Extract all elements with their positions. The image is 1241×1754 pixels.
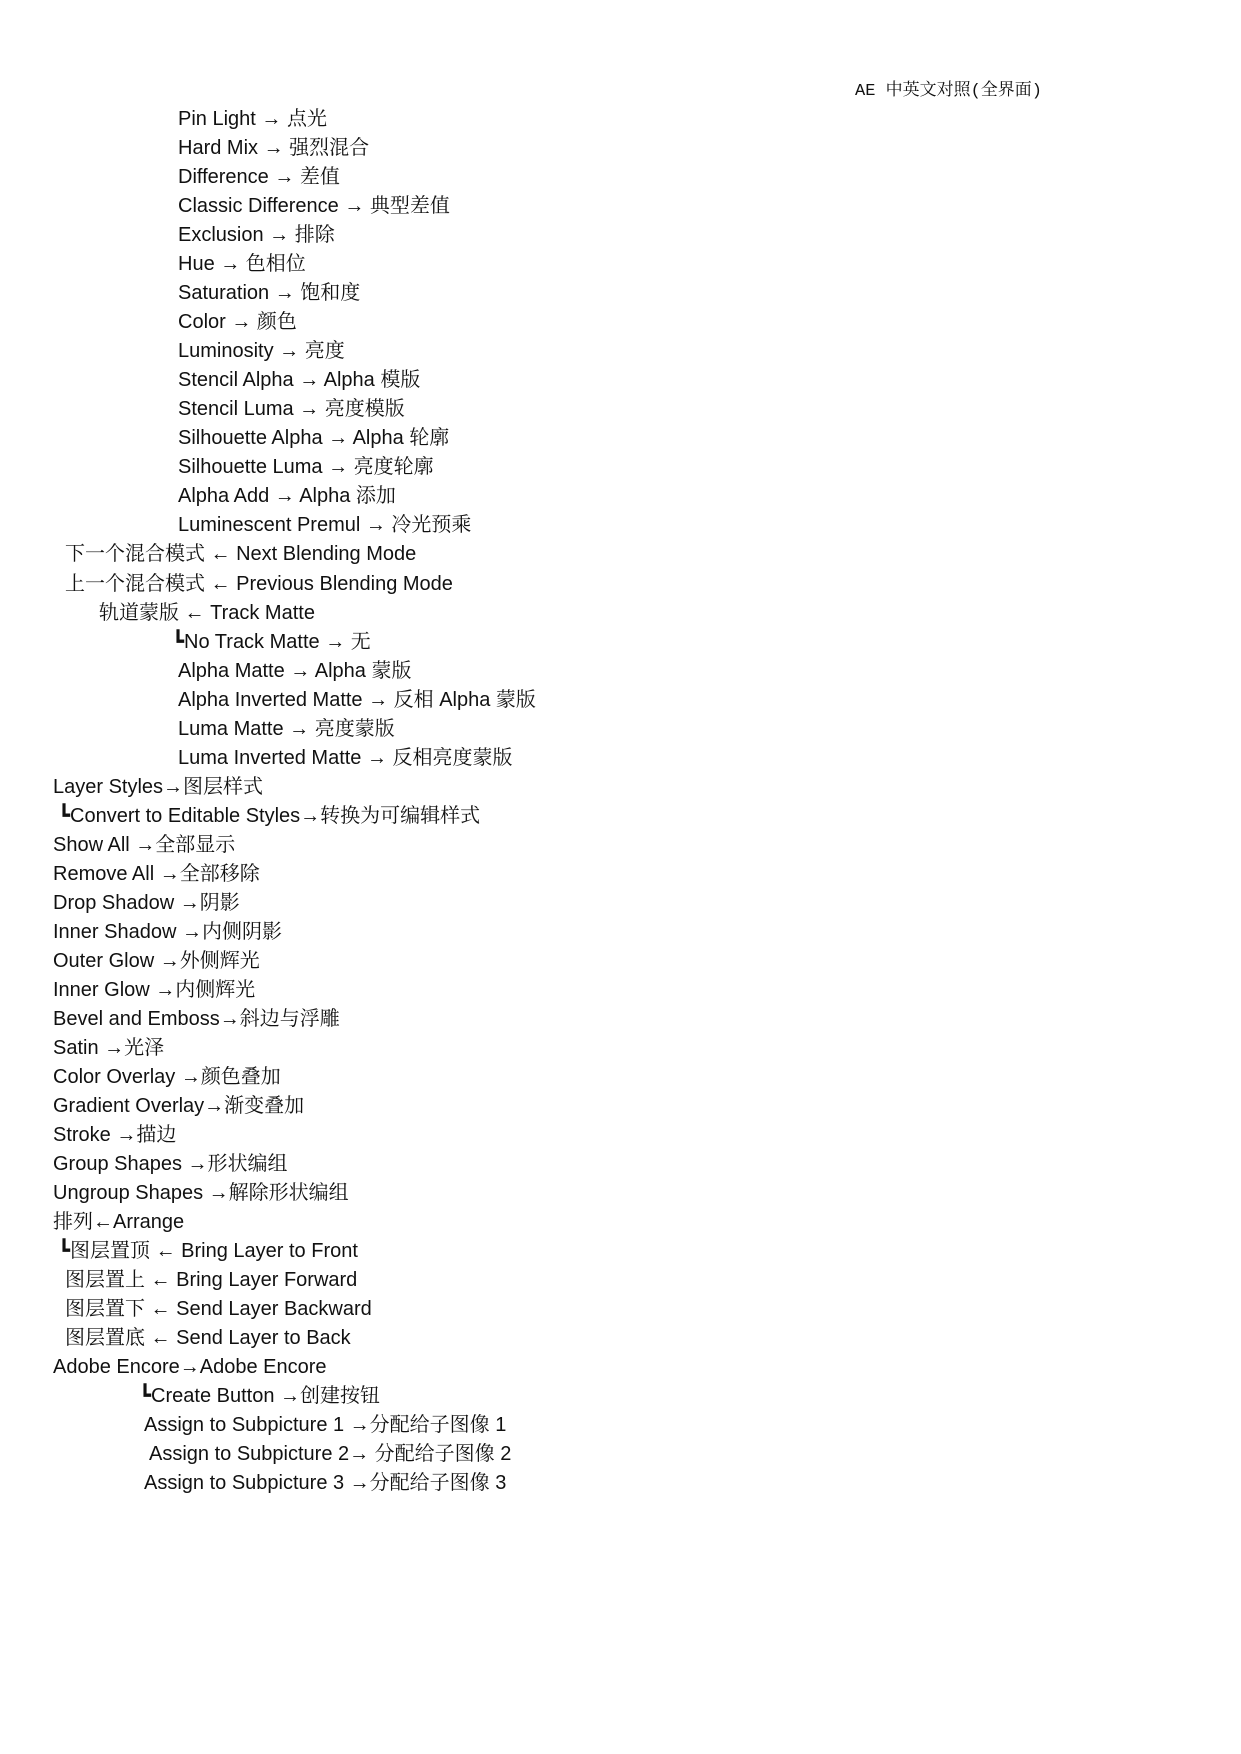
arrange-entry: 图层置底 ← Send Layer to Back — [65, 1327, 351, 1350]
layer-style-entry: Drop Shadow →阴影 — [53, 891, 240, 914]
track-matte-option: Alpha Inverted Matte → 反相 Alpha 蒙版 — [178, 688, 536, 711]
layer-style-entry: Bevel and Emboss→斜边与浮雕 — [53, 1007, 340, 1030]
layer-styles-heading: Layer Styles→图层样式 — [53, 775, 264, 798]
blend-mode-entry: Pin Light → 点光 — [178, 108, 327, 130]
layer-style-entry: Outer Glow →外侧辉光 — [53, 949, 260, 972]
blend-mode-entry: Saturation → 饱和度 — [178, 282, 361, 305]
layer-style-entry: Inner Glow →内侧辉光 — [53, 978, 256, 1001]
blend-mode-entry: Hue → 色相位 — [178, 253, 306, 276]
ungroup-shapes-entry: Ungroup Shapes →解除形状编组 — [53, 1182, 349, 1205]
blend-mode-entry: Difference → 差值 — [178, 166, 340, 189]
layer-style-entry: Show All →全部显示 — [53, 833, 236, 856]
layer-style-entry: Color Overlay →颜色叠加 — [53, 1066, 281, 1089]
encore-entry: Assign to Subpicture 2→ 分配给子图像 2 — [149, 1443, 512, 1466]
arrange-entry: 图层置下 ← Send Layer Backward — [65, 1298, 372, 1321]
blend-mode-entry: Silhouette Alpha → Alpha 轮廓 — [178, 427, 450, 450]
arrange-entry: ┗图层置顶 ← Bring Layer to Front — [58, 1240, 358, 1263]
track-matte-option: ┗No Track Matte → 无 — [172, 630, 371, 653]
blend-mode-entry: Alpha Add → Alpha 添加 — [178, 485, 396, 508]
blend-mode-entry: Stencil Alpha → Alpha 模版 — [178, 369, 421, 392]
adobe-encore-heading: Adobe Encore→Adobe Encore — [53, 1356, 327, 1379]
page-header-title: AE 中英文对照(全界面) — [855, 82, 1043, 101]
arrange-heading: 排列←Arrange — [53, 1211, 185, 1234]
encore-entry: Assign to Subpicture 3 →分配给子图像 3 — [144, 1472, 507, 1495]
blend-mode-entry: Classic Difference → 典型差值 — [178, 195, 450, 218]
layer-style-entry: Remove All →全部移除 — [53, 862, 260, 885]
encore-entry: Assign to Subpicture 1 →分配给子图像 1 — [144, 1414, 507, 1437]
blend-mode-entry: Color → 颜色 — [178, 311, 297, 334]
track-matte-option: Alpha Matte → Alpha 蒙版 — [178, 659, 412, 682]
document-body — [0, 105, 1241, 1499]
blend-mode-entry: Exclusion → 排除 — [178, 224, 335, 247]
blend-mode-entry: Stencil Luma → 亮度模版 — [178, 398, 405, 421]
track-matte-option: Luma Inverted Matte → 反相亮度蒙版 — [178, 746, 513, 769]
arrange-entry: 图层置上 ← Bring Layer Forward — [65, 1269, 358, 1292]
previous-blending-mode-entry: 上一个混合模式 ← Previous Blending Mode — [65, 572, 453, 595]
layer-style-entry: Stroke →描边 — [53, 1124, 177, 1147]
layer-style-entry: Satin →光泽 — [53, 1037, 165, 1059]
blend-mode-entry: Silhouette Luma → 亮度轮廓 — [178, 456, 434, 479]
track-matte-option: Luma Matte → 亮度蒙版 — [178, 717, 395, 740]
layer-style-entry: Inner Shadow →内侧阴影 — [53, 920, 282, 943]
encore-entry: ┗Create Button →创建按钮 — [139, 1385, 381, 1408]
layer-style-entry: ┗Convert to Editable Styles→转换为可编辑样式 — [58, 804, 481, 827]
track-matte-heading: 轨道蒙版 ← Track Matte — [99, 601, 315, 624]
blend-mode-entry: Hard Mix → 强烈混合 — [178, 137, 370, 160]
group-shapes-entry: Group Shapes →形状编组 — [53, 1153, 288, 1176]
blend-mode-entry: Luminescent Premul → 冷光预乘 — [178, 514, 472, 537]
layer-style-entry: Gradient Overlay→渐变叠加 — [53, 1095, 305, 1118]
next-blending-mode-entry: 下一个混合模式 ← Next Blending Mode — [65, 543, 417, 566]
blend-mode-entry: Luminosity → 亮度 — [178, 340, 345, 363]
